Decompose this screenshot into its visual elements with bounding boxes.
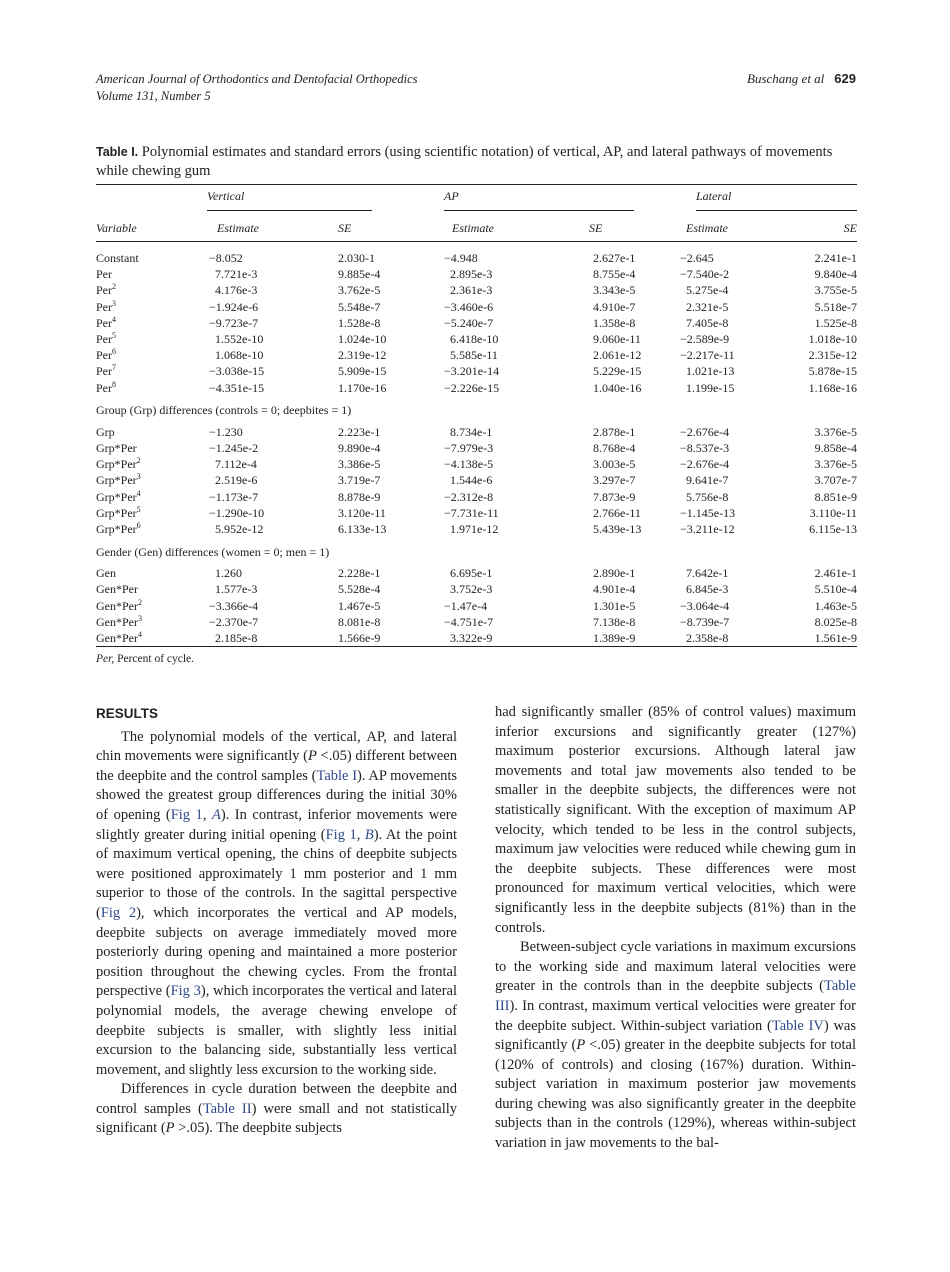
table-label: Table I. — [96, 145, 139, 159]
paragraph: had significantly smaller (85% of control values) maximum inferior excursions and significantly greater (127%) maximum posterior excursions. Although lateral jaw movements and total jaw movements also tended to be smaller in the deepbite subjects, the differences were not statistically significant. With the exception of maximum AP velocity, which tended to be less in the control subjects, maximum jaw velocities were reduced while chewing gum in the deepbite subjects. These differences were most pronounced for maximum vertical velocities, which were significantly less in the deepbite subjects (81%) than in the controls. — [495, 704, 856, 936]
value-cell — [318, 472, 334, 488]
section-heading: RESULTS — [96, 706, 159, 721]
value-cell: −2.676e-4 — [680, 424, 730, 439]
table-body — [96, 242, 857, 647]
value-cell: −5.240e-7 — [444, 315, 494, 330]
value-cell: 7.721e-3 — [209, 267, 258, 282]
journal-name: American Journal of Orthodontics and Dentofacial Orthopedics — [96, 72, 418, 86]
value-cell: 3.762e-5 — [338, 283, 381, 298]
value-cell: −2.217e-11 — [680, 348, 735, 363]
variable-cell: Gen*Per — [96, 582, 138, 597]
running-header — [96, 71, 418, 105]
table-row — [96, 299, 857, 315]
value-cell: 2.319e-12 — [338, 348, 387, 363]
value-cell: 2.519e-6 — [209, 473, 258, 488]
footnote-term: Per, — [96, 653, 115, 665]
value-cell: −4.351e-15 — [209, 380, 265, 395]
group-ap: AP — [444, 189, 634, 211]
value-cell: 7.642e-1 — [680, 566, 729, 581]
value-cell: 2.361e-3 — [444, 283, 493, 298]
variable-cell: Per$^2$ — [96, 282, 116, 298]
value-cell — [318, 380, 334, 396]
variable-cell: Per$^5$ — [96, 331, 116, 347]
value-cell: 9.890e-4 — [338, 441, 381, 456]
variable-cell: Grp*Per$^2$ — [96, 456, 141, 472]
value-cell: 1.018e-10 — [808, 332, 857, 347]
value-cell: 1.024e-10 — [338, 332, 387, 347]
italic-symbol: P — [576, 1037, 586, 1054]
value-cell — [318, 424, 334, 440]
value-cell: −2.676e-4 — [680, 457, 730, 472]
value-cell: 2.321e-5 — [680, 299, 729, 314]
value-cell: −2.312e-8 — [444, 489, 494, 504]
table-row — [96, 489, 857, 505]
table-row — [96, 440, 857, 456]
value-cell — [318, 347, 334, 363]
value-cell: 5.439e-13 — [593, 522, 642, 537]
value-cell: −8.052 — [209, 251, 243, 265]
value-cell: −1.245e-2 — [209, 441, 259, 456]
value-cell — [318, 630, 334, 647]
value-cell: 2.890e-1 — [593, 566, 636, 581]
value-cell: −4.751e-7 — [444, 614, 494, 629]
table-row — [96, 331, 857, 347]
value-cell: 8.878e-9 — [338, 489, 381, 504]
value-cell: 2.358e-8 — [680, 631, 729, 646]
value-cell: 1.552e-10 — [209, 332, 264, 347]
value-cell: 3.297e-7 — [593, 473, 636, 488]
value-cell: −1.47e-4 — [444, 598, 488, 613]
cross-reference-link[interactable]: Fig 3 — [170, 983, 201, 1000]
paragraph: Differences in cycle duration between the deepbite and control samples (Table II) were small and not statistically significant (P >.05). The deepbite subjects — [96, 1081, 458, 1137]
italic-symbol: P — [308, 748, 317, 765]
value-cell: −4.138e-5 — [444, 457, 494, 472]
variable-cell: Per$^7$ — [96, 363, 116, 379]
value-cell: 2.878e-1 — [593, 424, 636, 439]
value-cell: 5.229e-15 — [593, 364, 642, 379]
value-cell: 2.895e-3 — [444, 267, 493, 282]
value-cell: −2.370e-7 — [209, 614, 259, 629]
variable-cell: Per$^8$ — [96, 379, 116, 395]
table-row — [96, 266, 857, 282]
value-cell: 5.510e-4 — [814, 582, 857, 597]
value-cell: −4.948 — [444, 251, 478, 265]
value-cell: 4.176e-3 — [209, 283, 258, 298]
value-cell — [318, 565, 334, 581]
value-cell: 9.840e-4 — [814, 267, 857, 282]
col-lat-se: SE — [843, 220, 857, 235]
variable-cell: Per$^4$ — [96, 314, 116, 330]
value-cell — [318, 363, 334, 379]
value-cell — [318, 614, 334, 630]
value-cell: 2.030-1 — [338, 251, 375, 265]
table-caption-text: Polynomial estimates and standard errors (using scientific notation) of vertical, AP, and lateral pathways of movements while chewing gum — [96, 144, 833, 179]
variable-cell: Per — [96, 267, 112, 282]
value-cell: 1.561e-9 — [814, 631, 857, 646]
value-cell: 3.752e-3 — [444, 582, 493, 597]
cross-reference-link[interactable]: Fig 2 — [100, 904, 137, 921]
value-cell: 3.386e-5 — [338, 457, 381, 472]
table-row — [96, 363, 857, 379]
variable-cell: Grp — [96, 424, 115, 439]
value-cell: 1.467e-5 — [338, 598, 381, 613]
col-vert-estimate: Estimate — [217, 220, 259, 235]
variable-cell: Gen — [96, 566, 116, 581]
table-row — [96, 630, 857, 647]
table-row — [96, 472, 857, 488]
value-cell: 3.003e-5 — [593, 457, 636, 472]
value-cell: 5.275e-4 — [680, 283, 729, 298]
value-cell — [318, 598, 334, 614]
table-footnote — [96, 653, 194, 665]
value-cell: 1.566e-9 — [338, 631, 381, 646]
value-cell: −1.924e-6 — [209, 299, 259, 314]
col-ap-se: SE — [589, 220, 603, 235]
value-cell: −7.731e-11 — [444, 505, 499, 520]
table-row — [96, 581, 857, 597]
value-cell — [318, 505, 334, 521]
value-cell: −3.460e-6 — [444, 299, 494, 314]
value-cell: 1.260 — [209, 566, 242, 581]
value-cell: −1.173e-7 — [209, 489, 259, 504]
variable-cell: Gen*Per$^4$ — [96, 630, 142, 646]
page-header-right — [747, 71, 856, 87]
value-cell — [318, 250, 334, 266]
value-cell: 1.528e-8 — [338, 315, 381, 330]
table-row — [96, 614, 857, 630]
value-cell: 3.719e-7 — [338, 473, 381, 488]
value-cell: 7.112e-4 — [209, 457, 257, 472]
right-column — [495, 703, 856, 1154]
value-cell: 2.766e-11 — [593, 505, 641, 520]
value-cell: 7.405e-8 — [680, 315, 729, 330]
col-lat-estimate: Estimate — [686, 220, 728, 235]
value-cell — [318, 581, 334, 597]
value-cell: −2.226e-15 — [444, 380, 500, 395]
value-cell: 1.021e-13 — [680, 364, 735, 379]
value-cell: 1.463e-5 — [814, 598, 857, 613]
value-cell: 9.060e-11 — [593, 332, 641, 347]
value-cell: 5.518e-7 — [814, 299, 857, 314]
group-vertical: Vertical — [207, 189, 372, 211]
col-vert-se: SE — [338, 220, 352, 235]
variable-cell: Grp*Per$^4$ — [96, 488, 141, 504]
value-cell: 9.641e-7 — [680, 473, 729, 488]
variable-cell: Grp*Per$^3$ — [96, 472, 141, 488]
value-cell: 1.170e-16 — [338, 380, 387, 395]
cross-reference-link[interactable]: Table I — [316, 767, 358, 784]
value-cell — [318, 521, 334, 537]
value-cell: 6.845e-3 — [680, 582, 729, 597]
table-row — [96, 424, 857, 440]
value-cell: −1.145e-13 — [680, 505, 736, 520]
footnote-text: Percent of cycle. — [114, 653, 195, 665]
cross-reference-link[interactable]: B — [364, 826, 374, 843]
value-cell: 9.885e-4 — [338, 267, 381, 282]
value-cell: 6.115e-13 — [809, 522, 857, 537]
value-cell — [318, 315, 334, 331]
author-line: Buschang et al — [747, 71, 825, 86]
cross-reference-link[interactable]: Fig 1 — [170, 806, 203, 823]
value-cell: 6.418e-10 — [444, 332, 499, 347]
value-cell: 3.376e-5 — [814, 424, 857, 439]
paragraph: Between-subject cycle variations in maximum excursions to the working side and maximum lateral velocities were greater in the controls than in the deepbite subjects (Table III). In contrast, maximum vertical velocities were greater for the deepbite subject. Within-subject variation (Table IV) was significantly (P <.05) greater in the deepbite subjects for total (120% of controls) and closing (167%) duration. Within-subject variation in maximum posterior jaw movements during chewing was also significantly greater in the deepbite subjects than in the controls (129%), whereas within-subject variation in jaw movements to the bal- — [495, 939, 856, 1152]
value-cell: 1.168e-16 — [808, 380, 857, 395]
table-row — [96, 380, 857, 396]
value-cell: 4.910e-7 — [593, 299, 636, 314]
value-cell: 2.627e-1 — [593, 251, 636, 265]
value-cell — [318, 331, 334, 347]
value-cell: 2.061e-12 — [593, 348, 642, 363]
variable-cell: Gen*Per$^3$ — [96, 613, 142, 629]
value-cell: 1.199e-15 — [680, 380, 735, 395]
value-cell: 1.358e-8 — [593, 315, 636, 330]
value-cell — [318, 282, 334, 298]
value-cell: 1.040e-16 — [593, 380, 642, 395]
cross-reference-link[interactable]: A — [211, 806, 221, 823]
value-cell: 9.858e-4 — [814, 441, 857, 456]
value-cell: 6.133e-13 — [338, 522, 387, 537]
variable-cell: Per$^6$ — [96, 347, 116, 363]
table-column-header — [96, 215, 857, 242]
col-variable: Variable — [96, 220, 137, 235]
value-cell: 1.544e-6 — [444, 473, 493, 488]
value-cell: 2.223e-1 — [338, 424, 381, 439]
value-cell: 3.322e-9 — [444, 631, 493, 646]
value-cell: 2.241e-1 — [814, 251, 857, 265]
value-cell: 5.548e-7 — [338, 299, 381, 314]
paragraph: The polynomial models of the vertical, AP, and lateral chin movements were significantly (P <.05) different between the deepbite and the control samples (Table I). AP movements showed the greatest group differences during the initial 30% of opening (Fig 1, A). In contrast, inferior movements were slightly greater during initial opening (Fig 1, B). At the point of maximum vertical opening, the chins of deepbite subjects were positioned approximately 1 mm posterior and 1 mm superior to those of the controls. In the sagittal perspective (Fig 2), which incorporates the vertical and AP models, deepbite subjects on average immediately moved more posteriorly during opening and maintained a more posterior position throughout the chewing cycles. From the frontal perspective (Fig 3), which incorporates the vertical and lateral polynomial models, the average chewing envelope of deepbite subjects is smaller, with slightly less initial excursion to the balancing side, substantially less vertical movement, and slightly less excursion to the working side. — [96, 728, 458, 1078]
table-row — [96, 250, 857, 266]
value-cell: 3.755e-5 — [814, 283, 857, 298]
journal-volume: Volume 131, Number 5 — [96, 89, 211, 103]
value-cell: −3.201e-14 — [444, 364, 500, 379]
value-cell: −3.038e-15 — [209, 364, 265, 379]
value-cell: 1.971e-12 — [444, 522, 499, 537]
table-group-header — [96, 185, 857, 216]
value-cell: −3.211e-12 — [680, 522, 735, 537]
value-cell — [318, 299, 334, 315]
value-cell: 7.138e-8 — [593, 614, 636, 629]
value-cell: 5.756e-8 — [680, 489, 729, 504]
value-cell: 8.755e-4 — [593, 267, 636, 282]
value-cell: 3.707e-7 — [814, 473, 857, 488]
value-cell: 5.952e-12 — [209, 522, 264, 537]
italic-symbol: P — [165, 1120, 175, 1137]
value-cell: 4.901e-4 — [593, 582, 636, 597]
value-cell: −2.589e-9 — [680, 332, 730, 347]
value-cell: −7.540e-2 — [680, 267, 730, 282]
variable-cell: Constant — [96, 251, 139, 265]
value-cell: 1.577e-3 — [209, 582, 258, 597]
polynomial-table — [96, 184, 857, 647]
value-cell: −1.290e-10 — [209, 505, 265, 520]
value-cell: −8.537e-3 — [680, 441, 730, 456]
value-cell: 1.301e-5 — [593, 598, 636, 613]
table-row — [96, 456, 857, 472]
value-cell: −8.739e-7 — [680, 614, 730, 629]
cross-reference-link[interactable]: Table IV — [771, 1017, 824, 1034]
table-row — [96, 565, 857, 581]
table-row — [96, 505, 857, 521]
value-cell: −9.723e-7 — [209, 315, 259, 330]
variable-cell: Grp*Per — [96, 441, 137, 456]
value-cell: 5.528e-4 — [338, 582, 381, 597]
value-cell: 8.768e-4 — [593, 441, 636, 456]
value-cell: 8.025e-8 — [814, 614, 857, 629]
col-ap-estimate: Estimate — [452, 220, 494, 235]
cross-reference-link[interactable]: Fig 1 — [325, 826, 357, 843]
cross-reference-link[interactable]: Table II — [202, 1100, 252, 1117]
table-row — [96, 347, 857, 363]
value-cell: 3.376e-5 — [814, 457, 857, 472]
value-cell: 2.228e-1 — [338, 566, 381, 581]
table-row — [96, 598, 857, 614]
variable-cell: Per$^3$ — [96, 298, 116, 314]
variable-cell: Gen*Per$^2$ — [96, 597, 142, 613]
value-cell: 6.695e-1 — [444, 566, 493, 581]
table-caption — [96, 143, 857, 181]
value-cell: −2.645 — [680, 251, 714, 265]
value-cell: 5.878e-15 — [808, 364, 857, 379]
group-lateral: Lateral — [696, 189, 857, 211]
value-cell: 3.343e-5 — [593, 283, 636, 298]
table-section-title: Gender (Gen) differences (women = 0; men = 1) — [96, 544, 330, 559]
value-cell — [318, 266, 334, 282]
value-cell: 5.909e-15 — [338, 364, 387, 379]
value-cell — [318, 440, 334, 456]
value-cell: −7.979e-3 — [444, 441, 494, 456]
value-cell — [318, 456, 334, 472]
value-cell: 2.461e-1 — [814, 566, 857, 581]
value-cell: −1.230 — [209, 424, 243, 439]
value-cell: 1.389e-9 — [593, 631, 636, 646]
page-number: 629 — [834, 71, 856, 86]
value-cell: 3.120e-11 — [338, 505, 386, 520]
value-cell: 5.585e-11 — [444, 348, 498, 363]
table-row — [96, 521, 857, 537]
value-cell: −3.064e-4 — [680, 598, 730, 613]
cross-reference-link[interactable]: Table III — [495, 978, 856, 1014]
left-column — [96, 704, 457, 1139]
value-cell: 7.873e-9 — [593, 489, 636, 504]
value-cell — [318, 489, 334, 505]
value-cell: 2.315e-12 — [808, 348, 857, 363]
value-cell: 3.110e-11 — [809, 505, 857, 520]
table-row — [96, 282, 857, 298]
value-cell: 2.185e-8 — [209, 631, 258, 646]
value-cell: 1.068e-10 — [209, 348, 264, 363]
value-cell: 1.525e-8 — [814, 315, 857, 330]
value-cell: 8.734e-1 — [444, 424, 493, 439]
variable-cell: Grp*Per$^6$ — [96, 521, 141, 537]
value-cell: 8.851e-9 — [814, 489, 857, 504]
table-row — [96, 315, 857, 331]
table-section-title: Group (Grp) differences (controls = 0; deepbites = 1) — [96, 403, 352, 418]
value-cell: −3.366e-4 — [209, 598, 259, 613]
value-cell: 8.081e-8 — [338, 614, 381, 629]
variable-cell: Grp*Per$^5$ — [96, 504, 141, 520]
